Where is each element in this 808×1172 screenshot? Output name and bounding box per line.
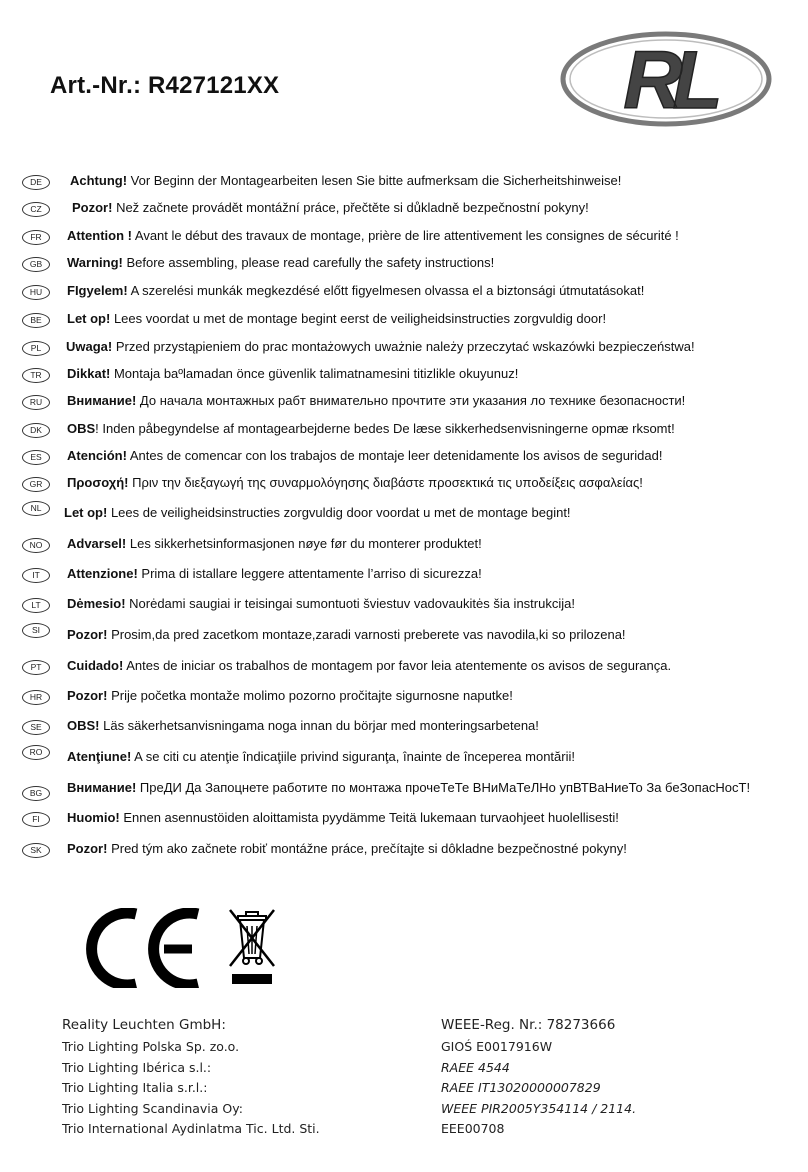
warning-row-nl (0, 503, 808, 525)
warning-text (67, 283, 644, 298)
warning-label: OBS (67, 421, 96, 436)
warning-text (67, 841, 627, 856)
warning-text (67, 688, 513, 703)
rl-logo (560, 30, 772, 128)
language-code-badge: GB (22, 257, 50, 272)
language-code-badge: TR (22, 368, 50, 383)
warning-label: Pozor! (67, 688, 108, 703)
warning-label: Dikkat! (67, 366, 111, 381)
warning-text (70, 173, 621, 188)
warning-message: Läs säkerhetsanvisningama noga innan du börjar med monteringsarbetena! (99, 718, 539, 733)
registration-row (62, 1039, 762, 1060)
warning-label: Let op! (64, 505, 108, 520)
warning-row-tr (0, 364, 808, 386)
warning-message: ! Inden påbegyndelse af montagearbejderne bedes De læse sikkerhedsenvisningerne opmæ rksomt! (95, 421, 675, 436)
warning-label: Uwaga! (66, 339, 113, 354)
warning-row-es (0, 446, 808, 468)
warning-text (67, 780, 750, 795)
warning-message: Przed przystąpieniem do prac montażowych uważnie należy przeczytać wskazówki bezpieczeństwa! (112, 339, 695, 354)
warning-message: Lees voordat u met de montage begint eerst de veiligheidsinstructies zorgvuldig door! (110, 311, 607, 326)
company-name: Trio International Aydinlatma Tic. Ltd. Sti. (62, 1121, 320, 1137)
warning-label: Attention ! (67, 228, 132, 243)
language-code-badge: HR (22, 690, 50, 705)
warning-label: Achtung! (70, 173, 128, 188)
registration-row (62, 1017, 762, 1039)
warning-text (67, 718, 539, 733)
warning-row-cz (0, 198, 808, 220)
language-code-badge: DK (22, 423, 50, 438)
language-code-badge: NO (22, 538, 50, 553)
language-code-badge: IT (22, 568, 50, 583)
language-code-badge: RU (22, 395, 50, 410)
language-code-badge: CZ (22, 202, 50, 217)
warning-text (67, 311, 606, 326)
company-registration-table (62, 1017, 762, 1142)
warning-message: Prosim,da pred zacetkom montaze,zaradi varnosti preberete vas navodila,ki so prilozena! (107, 627, 626, 642)
warning-row-fr (0, 226, 808, 248)
article-number-title: Art.-Nr.: R427121XX (50, 72, 280, 99)
company-name: Trio Lighting Ibérica s.l.: (62, 1059, 212, 1075)
warning-text (67, 596, 575, 611)
warning-label: FIgyelem! (67, 283, 128, 298)
warning-text (67, 627, 626, 642)
warning-label: Warning! (67, 255, 123, 270)
warning-message: Vor Beginn der Montagearbeiten lesen Sie bitte aufmerksam die Sicherheitshinweise! (127, 173, 622, 188)
warning-label: Προσοχή! (67, 475, 129, 490)
warning-label: OBS! (67, 718, 100, 733)
language-code-badge: BE (22, 313, 50, 328)
warning-text (67, 536, 482, 551)
warning-message: Prije početka montaže molimo pozorno pročitajte sigurnosne naputke! (107, 688, 513, 703)
registration-row (62, 1121, 762, 1142)
warning-message: A se citi cu atenţie îndicaţiile privind siguranţa, înainte de începerea montării! (131, 749, 575, 764)
language-code-badge: SK (22, 843, 50, 858)
language-code-badge: LT (22, 598, 50, 613)
warning-text (67, 658, 671, 673)
warning-row-hr (0, 686, 808, 708)
company-name: Reality Leuchten GmbH: (62, 1017, 226, 1033)
warning-row-gb (0, 253, 808, 275)
warning-row-dk (0, 419, 808, 441)
warning-label: Let op! (67, 311, 111, 326)
warning-message: Než začnete provádět montážní práce, přečtěte si důkladně bezpečnostní pokyny! (112, 200, 589, 215)
registration-number: RAEE IT13020000007829 (441, 1080, 601, 1096)
registration-row (62, 1080, 762, 1101)
warning-text (67, 448, 662, 463)
warning-row-pt (0, 656, 808, 678)
warning-text (67, 566, 482, 581)
warning-text (67, 366, 518, 381)
language-code-badge: FI (22, 812, 50, 827)
warning-text (67, 421, 675, 436)
language-code-badge: PL (22, 341, 50, 356)
ce-mark-icon (92, 913, 198, 985)
warning-text (67, 475, 643, 490)
registration-row (62, 1060, 762, 1081)
warning-message: Antes de iniciar os trabalhos de montagem por favor leia atentemente os avisos de segurança. (123, 658, 672, 673)
warning-label: Pozor! (67, 841, 108, 856)
warning-row-no (0, 534, 808, 556)
warning-message: Pred tým ako začnete robiť montážne práce, prečítajte si dôkladne bezpečnostné pokyny! (107, 841, 627, 856)
warning-row-it (0, 564, 808, 586)
warning-text (66, 339, 695, 354)
language-code-badge: DE (22, 175, 50, 190)
warning-text (64, 505, 571, 520)
warning-message: Montaja baºlamadan önce güvenlik talimatnamesini titizlikle okuyunuz! (110, 366, 519, 381)
warning-message: Lees de veiligheidsinstructies zorgvuldig door voordat u met de montage begint! (107, 505, 571, 520)
company-name: Trio Lighting Polska Sp. zo.o. (62, 1039, 240, 1054)
warning-message: A szerelési munkák megkezdésé előtt figyelmesen olvassa el a biztonsági útmutatásokat! (127, 283, 645, 298)
warning-message: Πριν την διεξαγωγή της συναρμολόγησης διαβάστε προσεκτικά τις υποδείξεις ασφαλείας! (128, 475, 643, 490)
warning-message: Antes de comencar con los trabajos de montaje leer detenidamente los avisos de seguridad! (126, 448, 663, 463)
warning-row-se (0, 716, 808, 738)
registration-number: WEEE-Reg. Nr.: 78273666 (441, 1017, 616, 1033)
warning-message: Ennen asennustöiden aloittamista pyydämme Teitä lukemaan turvaohjeet huolellisesti! (119, 810, 619, 825)
language-code-badge: PT (22, 660, 50, 675)
warning-row-bg (0, 778, 808, 800)
warning-label: Atenţiune! (67, 749, 132, 764)
weee-bin-icon (230, 910, 274, 984)
company-name: Trio Lighting Scandinavia Oy: (62, 1100, 243, 1116)
warning-message: Les sikkerhetsinformasjonen nøye før du monterer produktet! (126, 536, 482, 551)
warning-label: Внимание! (67, 393, 137, 408)
language-code-badge: HU (22, 285, 50, 300)
warning-text (67, 393, 685, 408)
warning-row-de (0, 171, 808, 193)
certification-marks (68, 908, 288, 988)
warning-row-ru (0, 391, 808, 413)
language-code-badge: ES (22, 450, 50, 465)
registration-number: GIOŚ E0017916W (441, 1039, 553, 1054)
warning-row-lt (0, 594, 808, 616)
warning-text (67, 810, 619, 825)
registration-row (62, 1101, 762, 1122)
warning-message: ПреДИ Да Запоцнете работите по монтажа прочеТеТе ВНиМаТеЛНо упВТВаНиеТо За беЗопасНосТ! (136, 780, 751, 795)
svg-text:RL: RL (623, 35, 713, 126)
warning-row-gr (0, 473, 808, 495)
registration-number: RAEE 4544 (441, 1059, 510, 1075)
warning-label: Advarsel! (67, 536, 127, 551)
warning-message: Avant le début des travaux de montage, prière de lire attentivement les consignes de sécurité ! (131, 228, 679, 243)
warning-row-si (0, 625, 808, 647)
language-code-badge: FR (22, 230, 50, 245)
warning-text (67, 255, 494, 270)
warning-text (67, 749, 575, 764)
language-code-badge: GR (22, 477, 50, 492)
registration-number: WEEE PIR2005Y354114 / 2114. (441, 1100, 637, 1116)
warning-label: Pozor! (72, 200, 113, 215)
language-code-badge: SI (22, 623, 50, 638)
warning-label: Atención! (67, 448, 127, 463)
warning-row-sk (0, 839, 808, 861)
warning-row-hu (0, 281, 808, 303)
warning-row-be (0, 309, 808, 331)
language-code-badge: BG (22, 786, 50, 801)
warning-message: Before assembling, please read carefully the safety instructions! (122, 255, 495, 270)
registration-number: EEE00708 (441, 1121, 505, 1137)
language-code-badge: RO (22, 745, 50, 760)
warning-label: Внимание! (67, 780, 137, 795)
company-name: Trio Lighting Italia s.r.l.: (62, 1080, 208, 1096)
warning-text (72, 200, 589, 215)
language-code-badge: NL (22, 501, 50, 516)
warning-label: Cuidado! (67, 658, 124, 673)
warning-label: Attenzione! (67, 566, 138, 581)
warning-message: Prima di istallare leggere attentamente l’arriso di sicurezza! (137, 566, 482, 581)
warning-text (67, 228, 679, 243)
warning-row-ro (0, 747, 808, 769)
warning-label: Huomio! (67, 810, 120, 825)
language-code-badge: SE (22, 720, 50, 735)
warning-label: Dėmesio! (67, 596, 126, 611)
warning-label: Pozor! (67, 627, 108, 642)
warning-message: До начала монтажных рабт внимательно прочтите эти указания ло технике безопасности! (136, 393, 686, 408)
warning-row-pl (0, 337, 808, 359)
warning-message: Norėdami saugiai ir teisingai sumontuoti šviestuv vadovaukitės šia instrukcija! (125, 596, 575, 611)
warning-row-fi (0, 808, 808, 830)
